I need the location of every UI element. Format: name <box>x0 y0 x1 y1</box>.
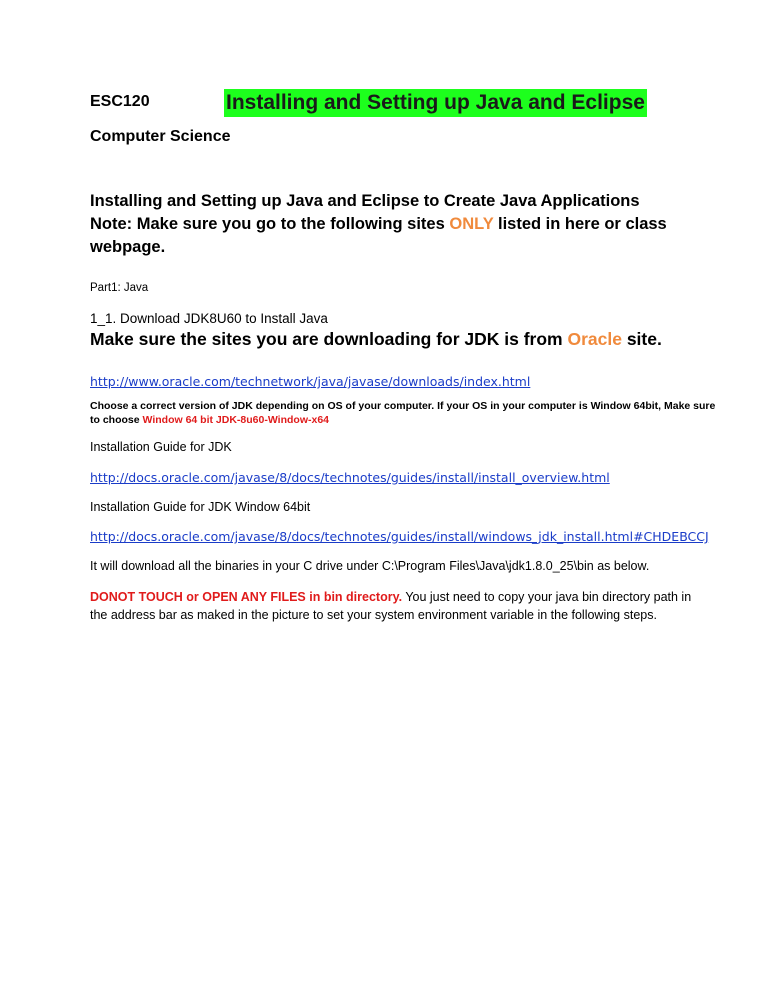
intro-note <box>90 213 690 259</box>
department: Computer Science <box>90 128 231 145</box>
intro-heading-line1: Installing and Setting up Java and Eclipse to Create Java Applications <box>90 192 640 210</box>
binaries-note: It will download all the binaries in your C drive under C:\Program Files\Java\jdk1.8.0_25\bin as below. <box>90 559 650 573</box>
bin-warning-highlight: DONOT TOUCH or OPEN ANY FILES in bin directory. <box>90 590 403 604</box>
intro-note-before: Note: Make sure you go to the following sites <box>90 215 450 233</box>
windows-install-link[interactable]: http://docs.oracle.com/javase/8/docs/technotes/guides/install/windows_jdk_install.html#CHDEBCCJ <box>90 529 709 544</box>
jdk-win64-guide-label: Installation Guide for JDK Window 64bit <box>90 500 311 514</box>
oracle-note-highlight: Oracle <box>567 329 622 349</box>
jdk-guide-label: Installation Guide for JDK <box>90 440 232 454</box>
intro-note-after: listed in here or class webpage. <box>90 215 667 256</box>
intro-note-highlight: ONLY <box>449 215 494 233</box>
step-label: 1_1. Download JDK8U60 to Install Java <box>90 311 328 326</box>
bin-warning-text: You just need to copy your java bin directory path in the address bar as maked in the picture to set your system environment variable in the following steps. <box>90 590 692 622</box>
oracle-note <box>90 329 662 350</box>
oracle-note-after: site. <box>621 329 662 349</box>
course-code: ESC120 <box>90 93 150 110</box>
document-title: Installing and Setting up Java and Eclipse <box>224 89 647 117</box>
choose-note-highlight: Window 64 bit JDK-8u60-Window-x64 <box>142 414 330 426</box>
oracle-note-before: Make sure the sites you are downloading for JDK is from <box>90 329 568 349</box>
install-overview-link[interactable]: http://docs.oracle.com/javase/8/docs/technotes/guides/install/install_overview.html <box>90 470 610 485</box>
choose-note-text: Choose a correct version of JDK depending on OS of your computer. If your OS in your computer is Window 64bit, Make sure to choose <box>90 400 716 426</box>
intro-heading <box>90 190 690 259</box>
bin-warning <box>90 588 700 624</box>
choose-version-note <box>90 399 720 427</box>
part1-label: Part1: Java <box>90 282 149 294</box>
jdk-downloads-link[interactable]: http://www.oracle.com/technetwork/java/javase/downloads/index.html <box>90 374 531 389</box>
